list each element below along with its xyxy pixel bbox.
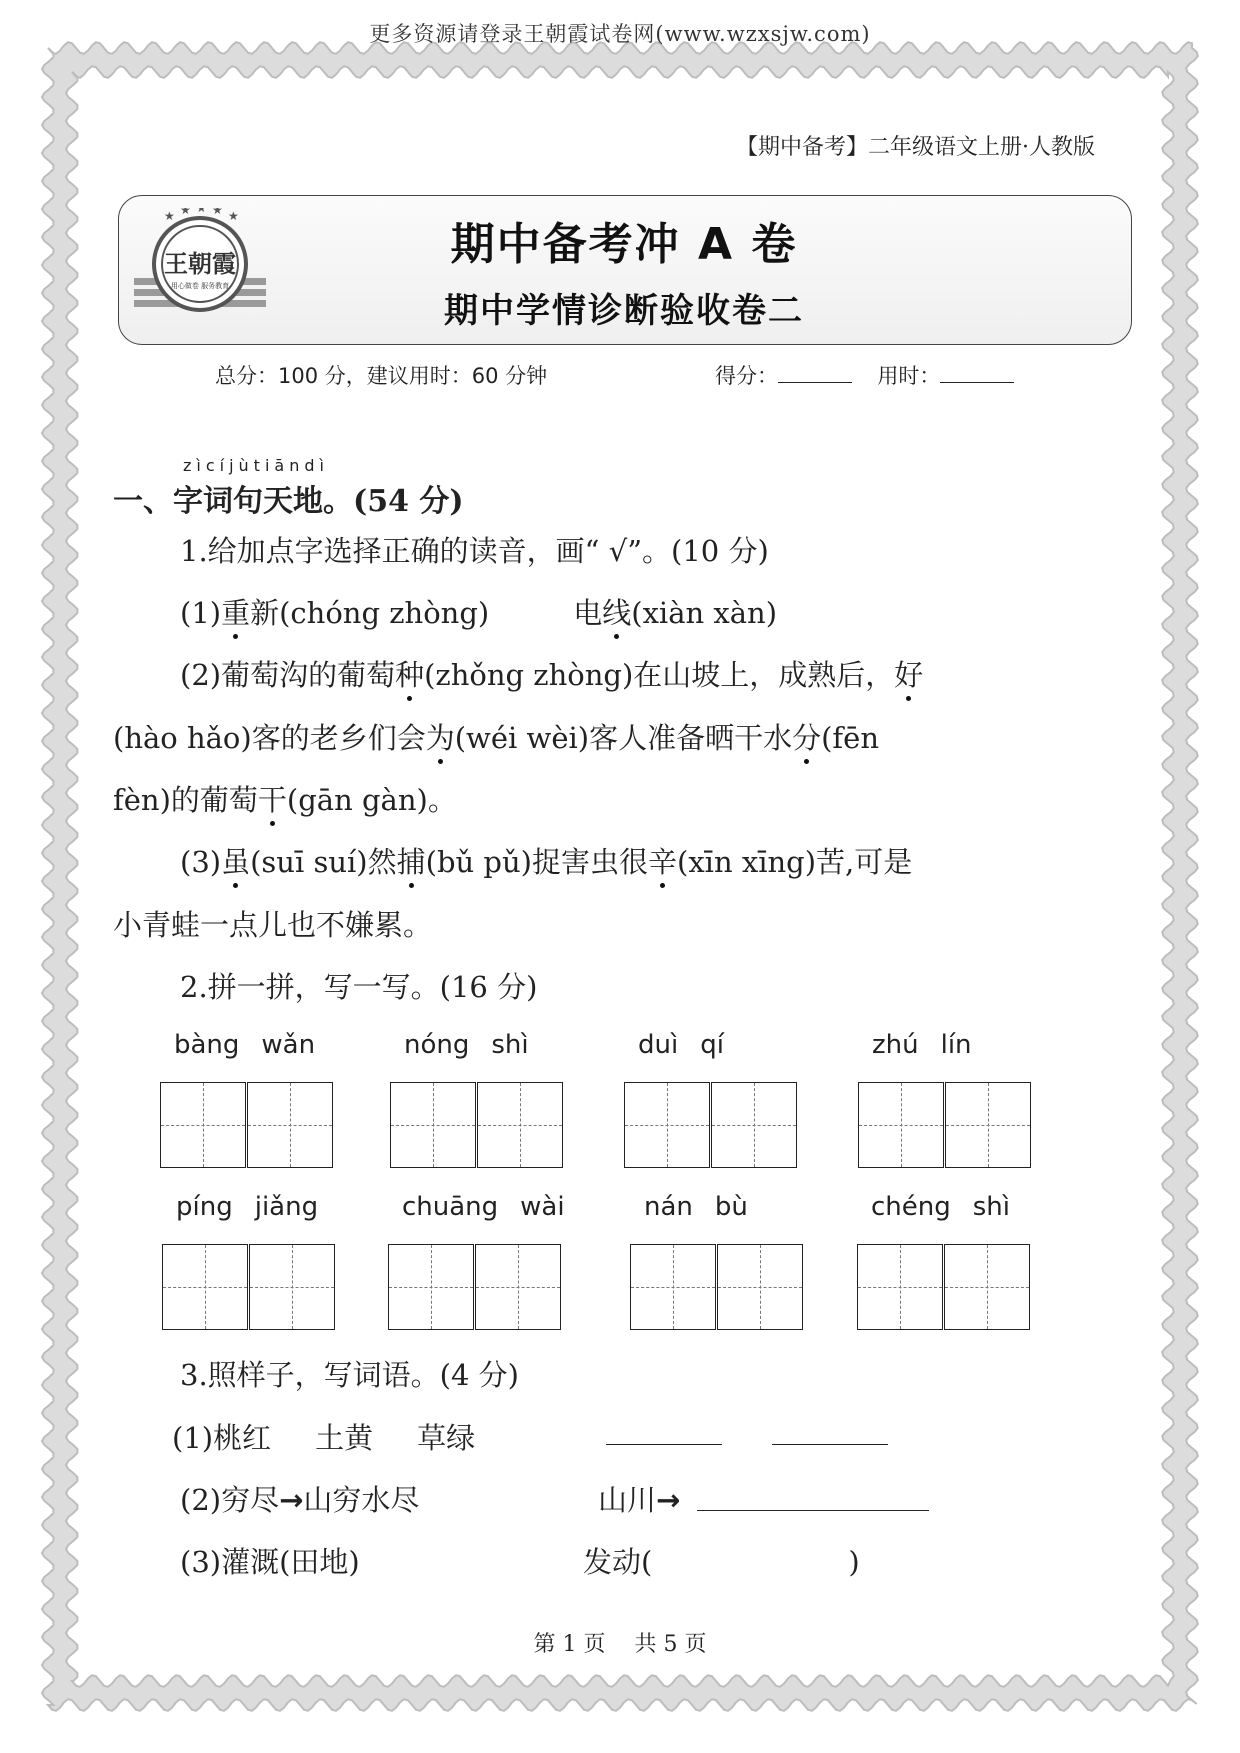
pinyin-word: [871, 1192, 1010, 1222]
paper-header: 【期中备考】二年级语文上册·人教版: [736, 135, 1095, 160]
writing-box[interactable]: [160, 1082, 246, 1168]
svg-text:★: ★: [228, 209, 239, 223]
q3-line-1: (1)桃红 土黄 草绿: [172, 1421, 476, 1455]
time-label: 用时：: [877, 364, 941, 388]
exam-total-info: 总分：100 分，建议用时：60 分钟: [215, 364, 548, 388]
pinyin-syllable: zhú: [872, 1030, 919, 1060]
dotted-char: 线: [602, 591, 631, 632]
writing-box[interactable]: [858, 1082, 944, 1168]
writing-box[interactable]: [857, 1244, 943, 1330]
writing-box[interactable]: [630, 1244, 716, 1330]
dotted-char: 分: [792, 716, 821, 757]
q1-line-2: (2)葡萄沟的葡萄种(zhǒng zhòng)在山坡上，成熟后，好: [180, 653, 923, 694]
arrow-right-icon: →: [279, 1483, 304, 1517]
page-title: 期中备考冲 A 卷: [450, 219, 798, 270]
pinyin-syllable: duì: [638, 1030, 679, 1060]
svg-text:★: ★: [180, 208, 191, 217]
writing-box[interactable]: [944, 1244, 1030, 1330]
pinyin-syllable: jiǎng: [254, 1192, 319, 1222]
pinyin-syllable: nóng: [404, 1030, 470, 1060]
pinyin-syllable: nán: [644, 1192, 693, 1222]
pinyin-word: [176, 1192, 318, 1222]
pinyin-word: [404, 1030, 529, 1060]
q3-line-2a: (2)穷尽→山穷水尽: [180, 1483, 420, 1517]
svg-text:★: ★: [164, 209, 175, 223]
writing-box[interactable]: [249, 1244, 335, 1330]
pinyin-syllable: píng: [176, 1192, 233, 1222]
pinyin-syllable: qí: [700, 1030, 724, 1060]
writing-box[interactable]: [388, 1244, 474, 1330]
answer-blank[interactable]: [772, 1444, 888, 1445]
q1-line-5: (3)虽(suī suí)然捕(bǔ pǔ)捉害虫很辛(xīn xīng)苦,可是: [180, 840, 912, 881]
q1-line-1: (1)重新(chóng zhòng) 电线(xiàn xàn): [180, 591, 777, 632]
dotted-char: 好: [894, 653, 923, 694]
score-blank[interactable]: [778, 364, 852, 383]
q1-line-6: 小青蛙一点儿也不嫌累。: [113, 908, 433, 942]
q3-title: 3.照样子，写词语。(4 分): [180, 1358, 519, 1392]
pinyin-syllable: chuāng: [402, 1192, 499, 1222]
time-blank[interactable]: [940, 364, 1014, 383]
pinyin-word: [872, 1030, 972, 1060]
pinyin-word: [174, 1030, 315, 1060]
q1-title: 1.给加点字选择正确的读音，画“ √”。(10 分): [180, 534, 769, 568]
svg-text:★: ★: [196, 208, 207, 215]
page-number: 第 1 页 共 5 页: [533, 1632, 707, 1657]
pinyin-word: [402, 1192, 565, 1222]
logo-name: 王朝霞: [164, 249, 236, 278]
page-subtitle: 期中学情诊断验收卷二: [444, 291, 804, 331]
writing-box[interactable]: [475, 1244, 561, 1330]
dotted-char: 为: [426, 716, 455, 757]
svg-text:★: ★: [212, 208, 223, 217]
pinyin-word: [638, 1030, 724, 1060]
pinyin-syllable: wài: [520, 1192, 565, 1222]
dotted-char: 干: [258, 778, 287, 819]
pinyin-syllable: bù: [714, 1192, 748, 1222]
dotted-char: 种: [395, 653, 424, 694]
writing-box[interactable]: [717, 1244, 803, 1330]
pinyin-syllable: shì: [972, 1192, 1011, 1222]
score-field: [715, 360, 1014, 390]
writing-box[interactable]: [624, 1082, 710, 1168]
dotted-char: 捕: [397, 840, 426, 881]
dotted-char: 重: [221, 591, 250, 632]
q3-line-3a: (3)灌溉(田地): [180, 1545, 360, 1579]
pinyin-syllable: lín: [940, 1030, 972, 1060]
dotted-char: 辛: [648, 840, 677, 881]
q1-line-3: (hào hǎo)客的老乡们会为(wéi wèi)客人准备晒干水分(fēn: [113, 716, 879, 757]
q1-line-4: fèn)的葡萄干(gān gàn)。: [113, 778, 457, 819]
writing-box[interactable]: [247, 1082, 333, 1168]
q3-line-2b: 山川→: [598, 1483, 681, 1517]
score-label: 得分：: [715, 364, 778, 388]
q2-title: 2.拼一拼，写一写。(16 分): [180, 970, 538, 1004]
logo-slogan: 用心做卷 服务教育: [170, 282, 230, 290]
source-note: 更多资源请登录王朝霞试卷网(www.wzxsjw.com): [369, 22, 871, 46]
answer-blank[interactable]: [606, 1444, 722, 1445]
pinyin-syllable: chéng: [871, 1192, 951, 1222]
arrow-right-icon: →: [656, 1483, 681, 1517]
pinyin-word: [644, 1192, 748, 1222]
section-pinyin: zìcíjùtiāndì: [183, 456, 329, 475]
dotted-char: 虽: [221, 840, 250, 881]
pinyin-syllable: shì: [491, 1030, 529, 1060]
writing-box[interactable]: [477, 1082, 563, 1168]
writing-box[interactable]: [711, 1082, 797, 1168]
writing-box[interactable]: [162, 1244, 248, 1330]
pinyin-syllable: wǎn: [261, 1030, 316, 1060]
pinyin-syllable: bàng: [174, 1030, 240, 1060]
writing-box[interactable]: [945, 1082, 1031, 1168]
writing-box[interactable]: [390, 1082, 476, 1168]
q3-line-3b: 发动( ): [583, 1545, 860, 1579]
section-title: 一、字词句天地。(54 分): [113, 484, 464, 519]
answer-blank[interactable]: [697, 1510, 929, 1511]
